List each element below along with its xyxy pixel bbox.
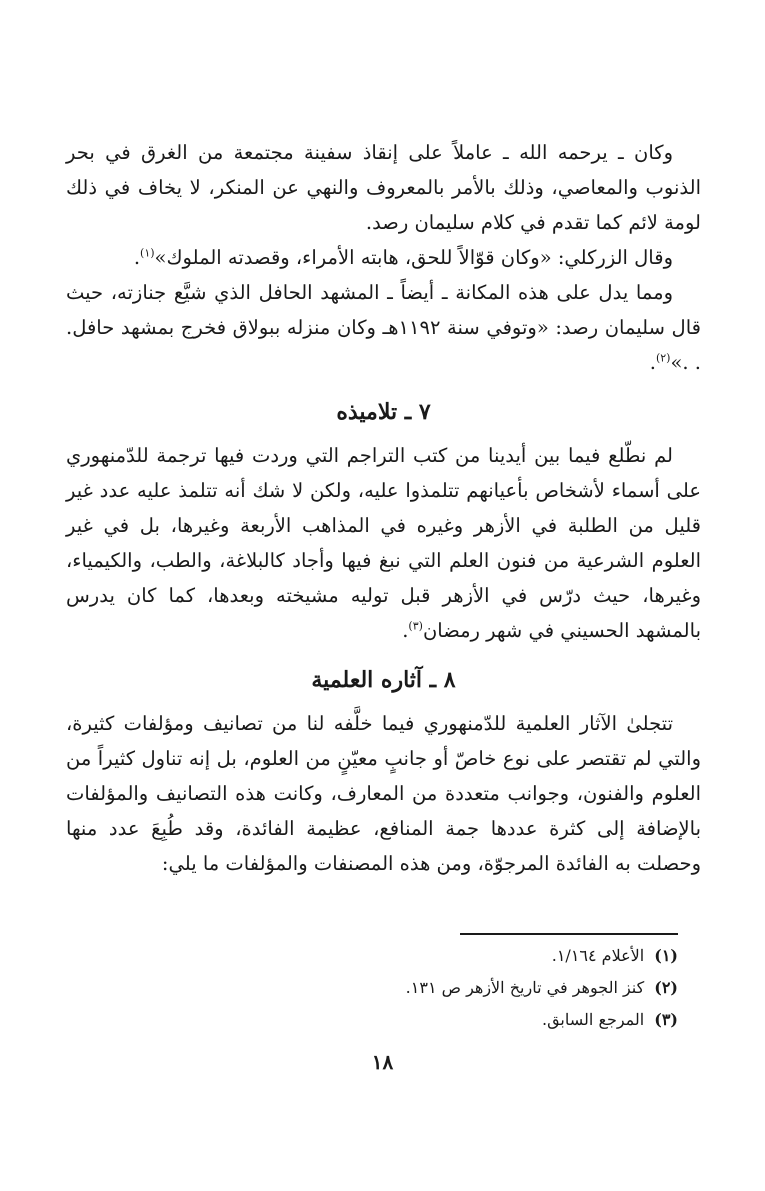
footnote-3 [118, 1004, 678, 1036]
footnote-ref-3[interactable]: (٣) [408, 619, 423, 633]
footnote-1 [118, 940, 678, 972]
paragraph-1-text: وكان ـ يرحمه الله ـ عاملاً على إنقاذ سفينة مجتمعة من الغرق في بحر الذنوب والمعاصي، وذلك بالأمر بالمعروف والنهي عن المنكر، لا يخاف في ذلك لومة لائم كما تقدم في كلام سليمان رصد. [66, 141, 701, 234]
footnote-2-number: (٢) [654, 978, 678, 997]
footnote-1-text: الأعلام ١/١٦٤. [551, 946, 645, 965]
paragraph-2-end: . [133, 246, 141, 269]
footnotes [118, 940, 678, 1036]
footnote-3-number: (٣) [654, 1010, 678, 1029]
paragraph-2-text: وقال الزركلي: «وكان قوّالاً للحق، هابته الأمراء، وقصدته الملوك» [154, 246, 673, 269]
section-heading-students: ٧ ـ تلاميذه [336, 399, 431, 425]
paragraph-1 [66, 135, 701, 240]
paragraph-works-text: تتجلىٰ الآثار العلمية للدّمنهوري فيما خلَّفه لنا من تصانيف ومؤلفات كثيرة، والتي لم تقتصر على نوع خاصّ أو جانبٍ معيّنٍ من العلوم، بل إنه تناول كثيراً من العلوم والفنون، وجوانب متعددة من المعارف، وكانت هذه التصانيف والمؤلفات بالإضافة إلى كثرة عددها جمة المنافع، عظيمة الفائدة، وقد طُبِعَ عدد منها وحصلت به الفائدة المرجوّة، ومن هذه المصنفات والمؤلفات ما يلي: [66, 712, 701, 875]
paragraph-3-text: ومما يدل على هذه المكانة ـ أيضاً ـ المشهد الحافل الذي شيَّع جنازته، حيث قال سليمان رصد: «وتوفي سنة ١١٩٢هـ وكان منزله ببولاق فخرج بمشهد حافل. . .» [66, 281, 701, 374]
footnote-ref-1[interactable]: (١) [140, 246, 155, 260]
footnote-1-number: (١) [654, 946, 678, 965]
page-body [66, 135, 701, 881]
page-number: ١٨ [371, 1050, 394, 1074]
paragraph-2 [66, 240, 701, 275]
paragraph-3 [66, 275, 701, 380]
paragraph-works [66, 706, 701, 881]
paragraph-students-text: لم نطّلع فيما بين أيدينا من كتب التراجم التي وردت فيها ترجمة للدّمنهوري على أسماء لأشخاص بأعيانهم تتلمذوا عليه، ولكن لا شك أنه تتلمذ عليه عدد غير قليل من الطلبة في الأزهر وغيره في المذاهب الأربعة وغيرها، بل في غير العلوم الشرعية من فنون العلم التي نبغ فيها وأجاد كالبلاغة، والطب، والكيمياء، وغيرها، حيث درّس في الأزهر قبل توليه مشيخته وبعدها، كما كان يدرس بالمشهد الحسيني في شهر رمضان [66, 444, 701, 642]
footnote-3-text: المرجع السابق. [542, 1010, 645, 1029]
footnote-ref-2[interactable]: (٢) [655, 351, 671, 365]
paragraph-students-end: . [402, 619, 409, 642]
paragraph-students [66, 438, 701, 648]
section-heading-works: ٨ ـ آثاره العلمية [311, 667, 456, 693]
footnote-divider [460, 933, 678, 935]
footnote-2-text: كنز الجوهر في تاريخ الأزهر ص ١٣١. [405, 978, 645, 997]
paragraph-3-end: . [649, 351, 656, 374]
footnote-2 [118, 972, 678, 1004]
